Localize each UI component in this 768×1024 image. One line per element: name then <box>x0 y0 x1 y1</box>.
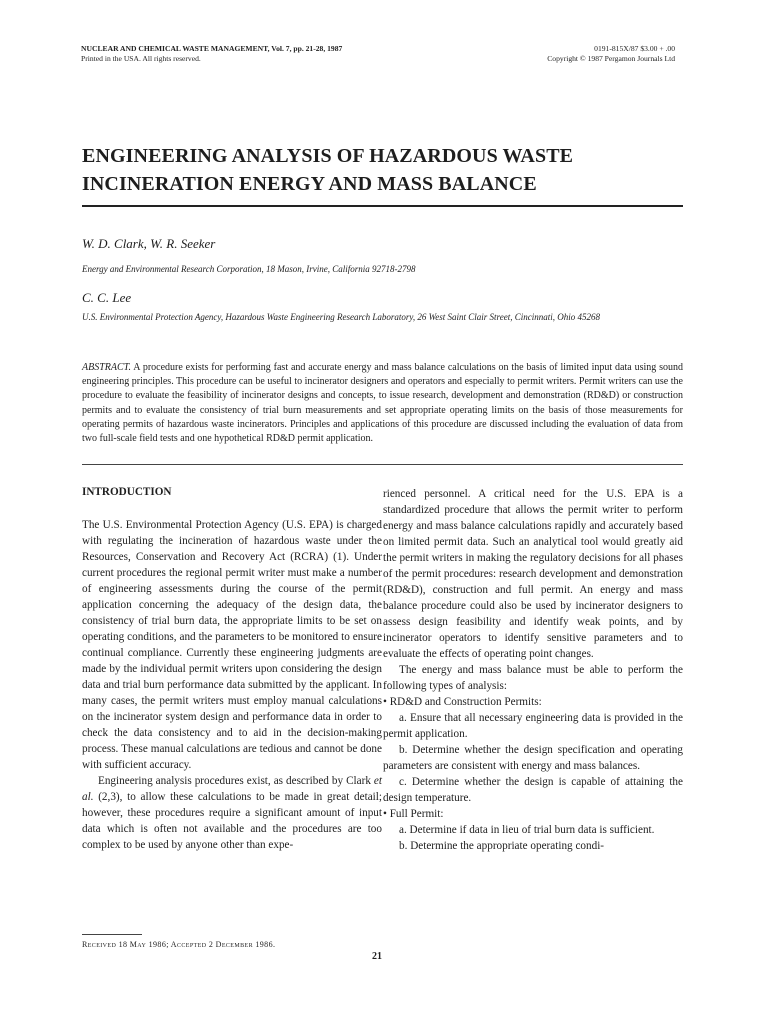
author-affiliation-2: U.S. Environmental Protection Agency, Hazardous Waste Engineering Research Laboratory, 26 West Saint Clair Street, Cincinnati, Ohio 45268 <box>82 312 600 322</box>
title-rule <box>82 205 683 207</box>
journal-copyright <box>415 44 675 64</box>
received-footnote: Received 18 May 1986; Accepted 2 December 1986. <box>82 940 276 949</box>
abstract-label: ABSTRACT. <box>82 362 131 373</box>
abstract-text: A procedure exists for performing fast and accurate energy and mass balance calculations on the basis of limited input data using sound engineering principles. This procedure can be useful to incinerator designers and operators and especially to permit writers. Permit writers can use the procedure to evaluate the feasibility of incinerator designs and concepts, to issue research, development and demonstration (RD&D) or construction permits and to evaluate the consistency of trial burn measurements and set appropriate operating limits on the basis of those measurements for operating permits of hazardous waste incinerators. Principles and applications of this procedure are discussed including the evaluation of data from two full-scale field tests and one hypothetical RD&D permit application. <box>82 362 683 445</box>
body-paragraph: The energy and mass balance must be able to perform the following types of analysis: <box>383 664 683 692</box>
body-paragraph: rienced personnel. A critical need for the U.S. EPA is a standardized procedure that allows the permit writer to perform energy and mass balance calculations rapidly and accurately based on limited permit data. Such an analytical tool would greatly aid the permit writers in making the regulatory decisions for all phases of the permit procedures: research development and demonstration (RD&D), construction and full permit. An energy and mass balance procedure could also be used by incinerator designers to assess design feasibility and identify weak points, and by incinerator operators to identify sensitive parameters and to evaluate the effects of operating point changes. <box>383 488 683 660</box>
abstract-rule <box>82 464 683 465</box>
journal-citation <box>81 44 441 64</box>
citation-etal: et al. <box>82 775 382 803</box>
body-paragraph: The U.S. Environmental Protection Agency (U.S. EPA) is charged with regulating the incineration of hazardous waste under the Resources, Conservation and Recovery Act (RCRA) (1). Under current procedures the regional permit writer must make a number of engineering assessments during the course of the permit application concerning the adequacy of the design data, the consistency of trial burn data, the appropriate limits to be set on operating conditions, and the parameters to be monitored to ensure continual compliance. Currently these engineering judgments are made by the individual permit writers upon considering the design data and trial burn performance data submitted by the applicant. In many cases, the permit writers must employ manual calculations on the incinerator system design and performance data in order to check the data consistency and to aid in the decision-making process. These manual calculations are tedious and cannot be done with sufficient accuracy. <box>82 519 382 771</box>
author-affiliation-1: Energy and Environmental Research Corporation, 18 Mason, Irvine, California 92718-2798 <box>82 264 416 274</box>
list-item: b. Determine whether the design specification and operating parameters are consistent with energy and mass balances. <box>383 744 683 772</box>
title-line-1: ENGINEERING ANALYSIS OF HAZARDOUS WASTE <box>82 145 574 167</box>
footnote-rule <box>82 934 142 935</box>
bullet-item: • Full Permit: <box>383 808 444 820</box>
title-line-2: INCINERATION ENERGY AND MASS BALANCE <box>82 173 537 195</box>
section-heading: INTRODUCTION <box>82 486 172 498</box>
paragraph-text: Engineering analysis procedures exist, as described by Clark <box>98 775 374 787</box>
body-column-right <box>383 486 683 854</box>
paragraph-text: (2,3), to allow these calculations to be made in great detail; however, these procedures require a significant amount of input data which is often not available and the procedures are too complex to be used by anyone other than expe- <box>82 791 382 851</box>
list-item: a. Ensure that all necessary engineering data is provided in the permit application. <box>383 712 683 740</box>
body-column-left <box>82 484 382 853</box>
body-paragraph <box>82 773 382 853</box>
list-item: b. Determine the appropriate operating condi- <box>399 840 605 852</box>
code-line: 0191-815X/87 $3.00 + .00 <box>594 44 675 53</box>
list-item: c. Determine whether the design is capable of attaining the design temperature. <box>383 776 683 804</box>
author-names-1: W. D. Clark, W. R. Seeker <box>82 236 216 251</box>
abstract <box>82 361 683 446</box>
article-title <box>82 142 702 198</box>
copyright-line: Copyright © 1987 Pergamon Journals Ltd <box>547 54 675 63</box>
page-number: 21 <box>372 951 382 962</box>
author-names-2: C. C. Lee <box>82 290 132 305</box>
list-item: a. Determine if data in lieu of trial burn data is sufficient. <box>399 824 655 836</box>
printed-line: Printed in the USA. All rights reserved. <box>81 54 201 63</box>
journal-line: NUCLEAR AND CHEMICAL WASTE MANAGEMENT, Vol. 7, pp. 21-28, 1987 <box>81 44 343 53</box>
bullet-item: • RD&D and Construction Permits: <box>383 696 542 708</box>
